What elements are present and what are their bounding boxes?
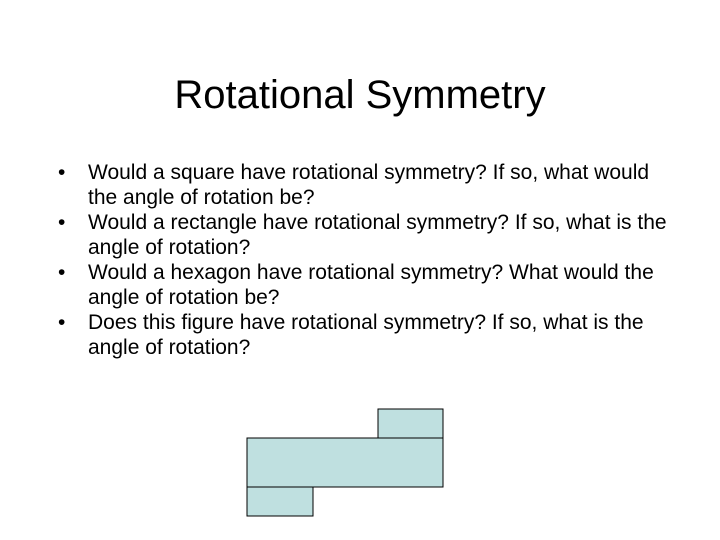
bullet-glyph: • <box>58 261 66 284</box>
bullet-list <box>58 160 678 360</box>
bullet-item <box>58 210 678 260</box>
bullet-text: Does this figure have rotational symmetry? If so, what is the angle of rotation? <box>88 311 644 359</box>
figure-top-block <box>378 409 443 438</box>
figure-bottom-block <box>247 487 313 516</box>
bullet-glyph: • <box>58 211 66 234</box>
bullet-glyph: • <box>58 161 66 184</box>
bullet-text: Would a square have rotational symmetry? If so, what would the angle of rotation be? <box>88 161 650 209</box>
slide-title: Rotational Symmetry <box>174 73 546 117</box>
bullet-item <box>58 160 678 210</box>
bullet-item <box>58 260 678 310</box>
bullet-glyph: • <box>58 311 66 334</box>
bullet-text: Would a hexagon have rotational symmetry? What would the angle of rotation be? <box>88 261 654 309</box>
bullet-item <box>58 310 678 360</box>
figure-middle-block <box>247 438 443 487</box>
bullet-text: Would a rectangle have rotational symmetry? If so, what is the angle of rotation? <box>88 211 667 259</box>
